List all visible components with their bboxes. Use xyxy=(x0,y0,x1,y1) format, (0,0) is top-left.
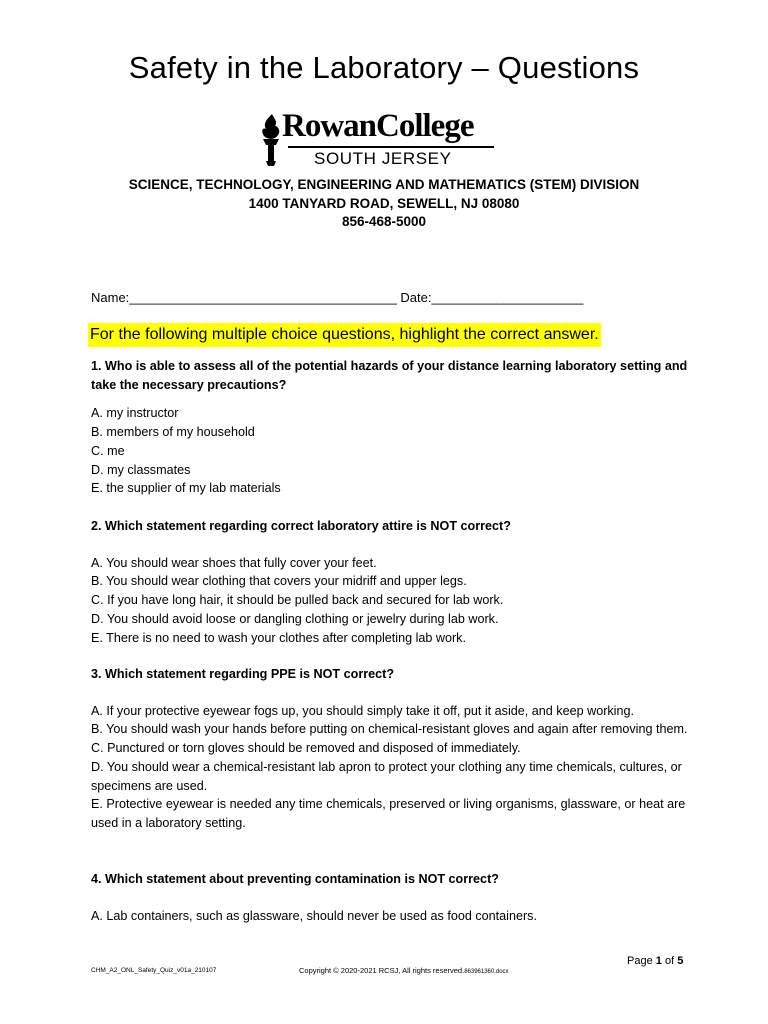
page-label: Page xyxy=(627,955,653,967)
answer-option: E. Protective eyewear is needed any time chemicals, preserved or living organisms, glassware, or heat are used in a laboratory setting. xyxy=(91,797,686,830)
question-title: 2. Which statement regarding correct laboratory attire is NOT correct? xyxy=(91,519,511,533)
answer-option: E. There is no need to wash your clothes after completing lab work. xyxy=(91,630,466,645)
question-title: 4. Which statement about preventing contamination is NOT correct? xyxy=(91,872,499,886)
answer-options xyxy=(91,702,691,833)
answer-option: B. You should wash your hands before putting on chemical-resistant gloves and again after removing them. xyxy=(91,722,688,737)
answer-options xyxy=(91,554,691,648)
page-title: Safety in the Laboratory – Questions xyxy=(128,50,640,85)
question-1 xyxy=(91,357,691,498)
question-title: 1. Who is able to assess all of the potential hazards of your distance learning laboratory setting and take the necessary precautions? xyxy=(91,359,688,392)
college-logo xyxy=(258,108,508,170)
name-date-line: Name:_____________________________________ Date:_____________________ xyxy=(91,290,584,305)
answer-option: E. the supplier of my lab materials xyxy=(91,481,281,496)
logo-name: RowanCollege xyxy=(282,108,474,144)
logo-rule xyxy=(288,146,494,148)
answer-option: C. me xyxy=(91,443,125,458)
question-3 xyxy=(91,665,691,833)
answer-options xyxy=(91,404,691,498)
page-number xyxy=(627,955,683,967)
answer-option: A. You should wear shoes that fully cover your feet. xyxy=(91,555,377,570)
footer-file-id: CHM_A2_ONL_Safety_Quiz_v01a_210107 xyxy=(91,967,217,974)
answer-option: C. Punctured or torn gloves should be removed and disposed of immediately. xyxy=(91,741,521,756)
answer-option: D. You should wear a chemical-resistant lab apron to protect your clothing any time chemicals, cultures, or specimens are used. xyxy=(91,759,682,793)
answer-option: D. You should avoid loose or dangling clothing or jewelry during lab work. xyxy=(91,611,499,626)
answer-option: A. Lab containers, such as glassware, should never be used as food containers. xyxy=(91,908,537,923)
question-2 xyxy=(91,517,691,647)
page-of: of xyxy=(664,955,675,967)
answer-option: D. my classmates xyxy=(91,462,191,477)
division-address: 1400 TANYARD ROAD, SEWELL, NJ 08080 xyxy=(248,196,520,211)
answer-options xyxy=(91,907,691,926)
instruction-highlight: For the following multiple choice questions, highlight the correct answer. xyxy=(88,323,601,347)
question-4 xyxy=(91,870,691,925)
doc-filename: 863961360.docx xyxy=(464,969,509,975)
answer-option: A. my instructor xyxy=(91,406,179,421)
page-total: 5 xyxy=(677,955,684,967)
question-title: 3. Which statement regarding PPE is NOT correct? xyxy=(91,667,395,681)
copyright-text: Copyright © 2020-2021 RCSJ, All rights reserved. xyxy=(299,966,465,975)
footer-copyright xyxy=(299,966,509,975)
logo-subtitle: SOUTH JERSEY xyxy=(314,149,452,168)
answer-option: B. members of my household xyxy=(91,425,255,440)
answer-option: B. You should wear clothing that covers your midriff and upper legs. xyxy=(91,574,467,589)
torch-icon xyxy=(258,112,284,168)
division-phone: 856-468-5000 xyxy=(341,214,427,229)
answer-option: A. If your protective eyewear fogs up, you should simply take it off, put it aside, and keep working. xyxy=(91,703,634,718)
division-name: SCIENCE, TECHNOLOGY, ENGINEERING AND MATHEMATICS (STEM) DIVISION xyxy=(128,177,640,192)
page-current: 1 xyxy=(655,955,662,967)
answer-option: C. If you have long hair, it should be pulled back and secured for lab work. xyxy=(91,593,504,608)
